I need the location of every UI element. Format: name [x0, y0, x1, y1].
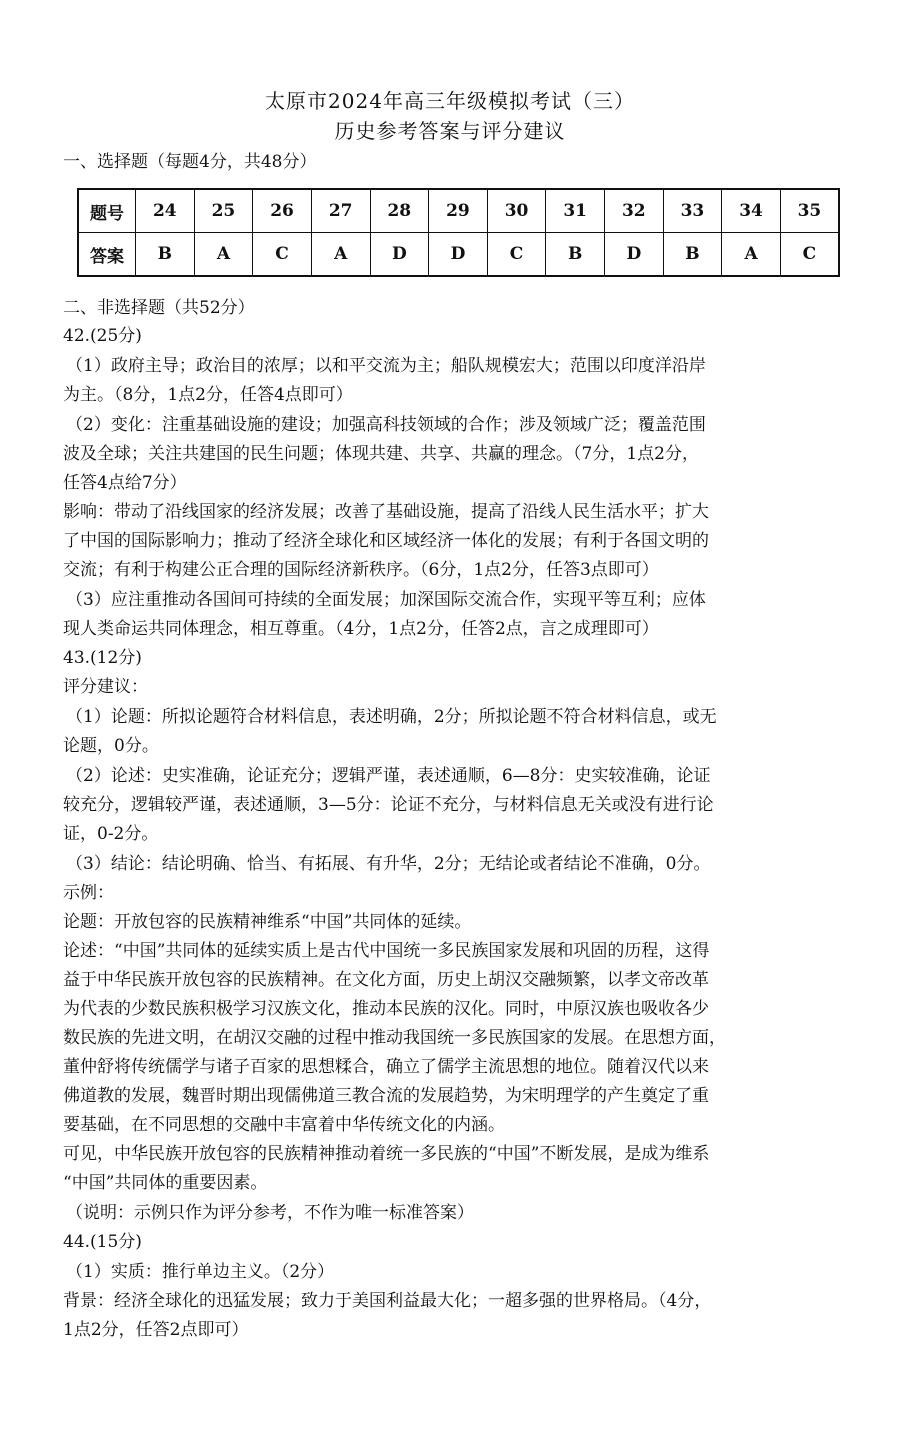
answer-cell: A — [194, 233, 253, 277]
body-text-line: 佛道教的发展，魏晋时期出现儒佛道三教合流的发展趋势，为宋明理学的产生奠定了重 — [63, 1086, 709, 1106]
answer-cell: C — [253, 233, 312, 277]
body-text-line: 示例： — [63, 883, 114, 903]
question-number: 35 — [780, 189, 839, 233]
answer-table — [77, 188, 840, 277]
answer-cell: B — [136, 233, 195, 277]
body-text-line: 影响：带动了沿线国家的经济发展；改善了基础设施，提高了沿线人民生活水平；扩大 — [63, 502, 709, 522]
question-number: 32 — [605, 189, 664, 233]
answer-cell: A — [722, 233, 781, 277]
question-number: 33 — [663, 189, 722, 233]
body-text-line: 论题：开放包容的民族精神维系“中国”共同体的延续。 — [63, 912, 472, 932]
body-text-line: 论述：“中国”共同体的延续实质上是古代中国统一多民族国家发展和巩固的历程，这得 — [63, 941, 710, 961]
body-text-line: （3）应注重推动各国间可持续的全面发展；加深国际交流合作，实现平等互利；应体 — [66, 590, 706, 610]
question-heading: 42.(25分) — [63, 326, 142, 346]
row-label-answer: 答案 — [78, 233, 136, 277]
question-number: 24 — [136, 189, 195, 233]
body-text-line: 证，0-2分。 — [63, 824, 159, 844]
body-text-line: 益于中华民族开放包容的民族精神。在文化方面，历史上胡汉交融频繁，以孝文帝改革 — [63, 970, 709, 990]
question-number-row — [78, 189, 839, 233]
question-number: 25 — [194, 189, 253, 233]
body-text-line: 要基础，在不同思想的交融中丰富着中华传统文化的内涵。 — [63, 1115, 505, 1135]
answer-cell: A — [311, 233, 370, 277]
row-label-question: 题号 — [78, 189, 136, 233]
section-heading-nonchoice: 二、非选择题（共52分） — [63, 298, 255, 318]
body-text-line: 论题，0分。 — [63, 736, 159, 756]
body-text-line: “中国”共同体的重要因素。 — [63, 1173, 268, 1193]
section-heading-choice: 一、选择题（每题4分，共48分） — [63, 152, 317, 172]
body-text-line: 1点2分，任答2点即可） — [63, 1320, 249, 1340]
body-text-line: 为主。（8分，1点2分，任答4点即可） — [63, 385, 353, 405]
body-text-line: 可见，中华民族开放包容的民族精神推动着统一多民族的“中国”不断发展，是成为维系 — [63, 1144, 710, 1164]
question-number: 34 — [722, 189, 781, 233]
body-text-line: 交流；有利于构建公正合理的国际经济新秩序。（6分，1点2分，任答3点即可） — [63, 560, 659, 580]
body-text-line: 较充分，逻辑较严谨，表述通顺，3—5分：论证不充分，与材料信息无关或没有进行论 — [63, 795, 714, 815]
question-number: 28 — [370, 189, 429, 233]
answer-cell: B — [663, 233, 722, 277]
question-number: 31 — [546, 189, 605, 233]
answer-cell: B — [546, 233, 605, 277]
answer-cell: C — [780, 233, 839, 277]
body-text-line: 董仲舒将传统儒学与诸子百家的思想糅合，确立了儒学主流思想的地位。随着汉代以来 — [63, 1057, 709, 1077]
body-text-line: 评分建议： — [63, 677, 148, 697]
question-number: 30 — [487, 189, 546, 233]
question-heading: 43.(12分) — [63, 648, 142, 668]
body-text-line: （1）政府主导；政治目的浓厚；以和平交流为主；船队规模宏大；范围以印度洋沿岸 — [66, 356, 706, 376]
question-number: 29 — [429, 189, 488, 233]
answer-cell: D — [370, 233, 429, 277]
body-text-line: （3）结论：结论明确、恰当、有拓展、有升华，2分；无结论或者结论不准确，0分。 — [66, 854, 711, 874]
answer-cell: C — [487, 233, 546, 277]
answer-cell: D — [605, 233, 664, 277]
document-subtitle: 历史参考答案与评分建议 — [334, 119, 566, 143]
question-number: 27 — [311, 189, 370, 233]
document-title: 太原市2024年高三年级模拟考试（三） — [265, 89, 635, 113]
body-text-line: 为代表的少数民族积极学习汉族文化，推动本民族的汉化。同时，中原汉族也吸收各少 — [63, 999, 709, 1019]
body-text-line: （2）变化：注重基础设施的建设；加强高科技领域的合作；涉及领域广泛；覆盖范围 — [66, 415, 706, 435]
body-text-line: （1）论题：所拟论题符合材料信息，表述明确，2分；所拟论题不符合材料信息，或无 — [66, 707, 717, 727]
question-heading: 44.(15分) — [63, 1232, 142, 1252]
body-text-line: 了中国的国际影响力；推动了经济全球化和区域经济一体化的发展；有利于各国文明的 — [63, 531, 709, 551]
answer-row — [78, 233, 839, 277]
body-text-line: 任答4点给7分） — [63, 473, 187, 493]
question-number: 26 — [253, 189, 312, 233]
body-text-line: 现人类命运共同体理念，相互尊重。（4分，1点2分，任答2点，言之成理即可） — [63, 619, 659, 639]
body-text-line: 背景：经济全球化的迅猛发展；致力于美国利益最大化；一超多强的世界格局。（4分， — [63, 1291, 712, 1311]
body-text-line: （1）实质：推行单边主义。（2分） — [66, 1262, 335, 1282]
answer-cell: D — [429, 233, 488, 277]
body-text-line: （说明：示例只作为评分参考，不作为唯一标准答案） — [66, 1203, 474, 1223]
body-text-line: （2）论述：史实准确，论证充分；逻辑严谨，表述通顺，6—8分：史实较准确，论证 — [66, 766, 711, 786]
body-text-line: 波及全球；关注共建国的民生问题；体现共建、共享、共赢的理念。（7分，1点2分， — [63, 444, 699, 464]
body-text-line: 数民族的先进文明，在胡汉交融的过程中推动我国统一多民族国家的发展。在思想方面， — [63, 1028, 726, 1048]
